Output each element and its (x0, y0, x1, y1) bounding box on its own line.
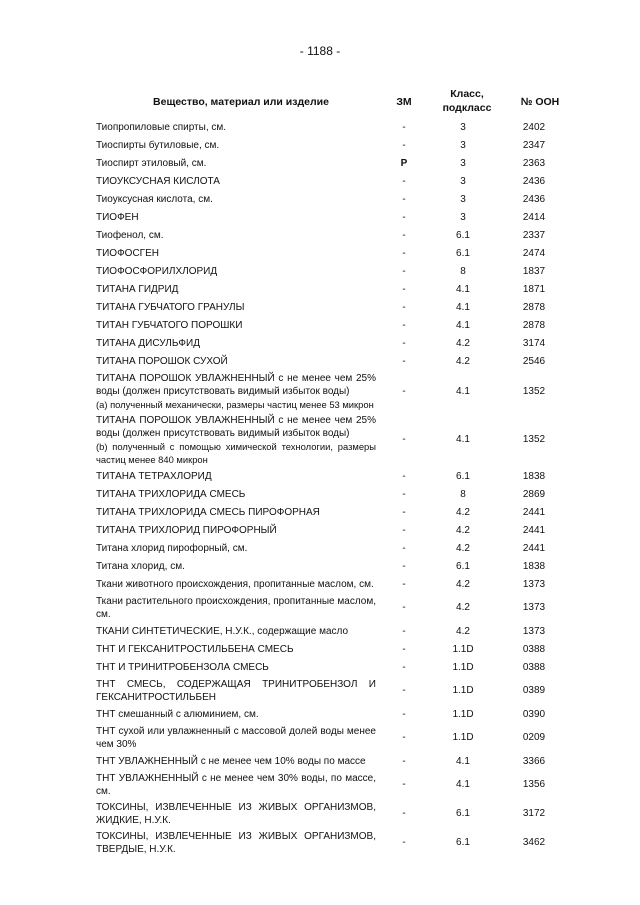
substance-name-line: Тиофенол, см. (96, 229, 164, 241)
substance-name (96, 755, 386, 768)
un-number: 2546 (522, 355, 546, 367)
table-row (96, 154, 570, 172)
page-number: - 1188 - (299, 44, 341, 58)
hazard-class: 4.2 (456, 355, 470, 367)
hazard-mark: - (402, 837, 406, 848)
hazard-mark: - (402, 121, 406, 133)
substance-name-line: Тиоуксусная кислота, см. (96, 193, 213, 205)
hazard-class: 4.2 (456, 625, 470, 637)
table-row (96, 723, 570, 752)
un-number: 3366 (522, 755, 546, 767)
substance-name (96, 193, 386, 206)
table-row (96, 575, 570, 593)
hazard-mark: - (402, 247, 406, 259)
hazard-mark: - (402, 175, 406, 187)
table-row (96, 172, 570, 190)
table-row (96, 136, 570, 154)
hazard-mark: - (402, 602, 406, 613)
hazard-class: 6.1 (456, 560, 470, 572)
un-number: 1352 (522, 434, 546, 445)
header-class: Класс, подкласс (442, 88, 492, 114)
substance-name-line: ТИОФОСГЕН (96, 247, 159, 259)
substance-name-line: ТОКСИНЫ, ИЗВЛЕЧЕННЫЕ ИЗ ЖИВЫХ ОРГАНИЗМОВ, ЖИДКИЕ, Н.У.К. (96, 801, 376, 826)
hazard-mark: - (402, 470, 406, 482)
un-number: 1373 (522, 578, 546, 590)
substance-name-line: ТИТАНА ПОРОШОК УВЛАЖНЕННЫЙ с не менее чем 25% воды (должен присутствовать видимый избыток воды) (96, 414, 376, 439)
substance-name-line: ТОКСИНЫ, ИЗВЛЕЧЕННЫЕ ИЗ ЖИВЫХ ОРГАНИЗМОВ, ТВЕРДЫЕ, Н.У.К. (96, 830, 376, 855)
un-number: 2869 (522, 488, 546, 500)
substance-name (96, 801, 386, 827)
substance-name-line: Тиоспирты бутиловые, см. (96, 139, 220, 151)
substance-name (96, 229, 386, 242)
un-number: 1837 (522, 265, 546, 277)
hazard-mark: - (402, 578, 406, 590)
hazard-class: 3 (460, 121, 466, 133)
hazard-class: 4.1 (456, 385, 470, 397)
hazard-class: 6.1 (456, 837, 470, 848)
table-row (96, 316, 570, 334)
hazard-class: 3 (460, 139, 466, 151)
substance-name (96, 625, 386, 638)
table-row (96, 226, 570, 244)
hazard-mark: - (402, 434, 406, 445)
table-row (96, 244, 570, 262)
substance-name-line: ТИТАНА ПОРОШОК УВЛАЖНЕННЫЙ с не менее чем 25% воды (должен присутствовать видимый избыток воды) (96, 372, 376, 397)
hazard-mark: - (402, 506, 406, 518)
hazard-mark: - (402, 524, 406, 536)
un-number: 3462 (522, 837, 546, 848)
hazard-mark: - (402, 542, 406, 554)
substance-name-line: ТИТАНА ГИДРИД (96, 283, 179, 295)
substance-name (96, 661, 386, 674)
substance-name-line: ТНТ смешанный с алюминием, см. (96, 708, 259, 720)
header-un-number: № ООН (520, 96, 560, 108)
hazard-class: 1.1D (452, 661, 474, 673)
substance-name (96, 337, 386, 350)
hazard-mark: - (402, 708, 406, 720)
substance-name-line: Тиоспирт этиловый, см. (96, 157, 207, 169)
hazard-class: 1.1D (452, 643, 474, 655)
substance-name-line: ТНТ сухой или увлажненный с массовой долей воды менее чем 30% (96, 725, 376, 750)
table-row (96, 799, 570, 828)
hazard-class: 4.1 (456, 283, 470, 295)
un-number: 2441 (522, 542, 546, 554)
substance-name-line: ТИТАНА ПОРОШОК СУХОЙ (96, 355, 228, 367)
hazard-class: 4.1 (456, 779, 470, 790)
un-number: 2474 (522, 247, 546, 259)
table-row (96, 412, 570, 467)
hazard-mark: - (402, 755, 406, 767)
un-number: 3174 (522, 337, 546, 349)
hazard-class: 8 (460, 488, 466, 500)
hazard-mark: - (402, 265, 406, 277)
hazard-class: 6.1 (456, 247, 470, 259)
hazard-class: 4.2 (456, 337, 470, 349)
substance-name-line: ТНТ СМЕСЬ, СОДЕРЖАЩАЯ ТРИНИТРОБЕНЗОЛ И ГЕКСАНИТРОСТИЛЬБЕН (96, 678, 376, 703)
hazard-class: 4.2 (456, 578, 470, 590)
hazard-mark: - (402, 808, 406, 819)
substance-name-line: ТИТАНА ТРИХЛОРИДА СМЕСЬ ПИРОФОРНАЯ (96, 506, 320, 518)
hazard-mark: - (402, 643, 406, 655)
hazard-class: 6.1 (456, 229, 470, 241)
substance-name-line: ТИТАНА ТРИХЛОРИДА СМЕСЬ (96, 488, 246, 500)
table-header (96, 87, 570, 117)
substance-name-line: ТНТ И ТРИНИТРОБЕНЗОЛА СМЕСЬ (96, 661, 269, 673)
substance-name (96, 708, 386, 721)
hazard-class: 4.2 (456, 542, 470, 554)
substance-name-line: ТНТ УВЛАЖНЕННЫЙ с не менее чем 30% воды, по массе, см. (96, 772, 376, 797)
hazard-mark: - (402, 139, 406, 151)
hazard-mark: - (402, 560, 406, 572)
un-number: 1373 (522, 602, 546, 613)
hazard-mark: - (402, 355, 406, 367)
un-number: 2441 (522, 524, 546, 536)
hazard-class: 3 (460, 193, 466, 205)
substance-name-line: ТИТАН ГУБЧАТОГО ПОРОШКИ (96, 319, 243, 331)
un-number: 2878 (522, 301, 546, 313)
table-row (96, 485, 570, 503)
substance-name (96, 157, 386, 170)
un-number: 0388 (522, 661, 546, 673)
substance-name-line: ТИОФОСФОРИЛХЛОРИД (96, 265, 218, 277)
table-row (96, 467, 570, 485)
substance-name (96, 772, 386, 798)
substance-name-line: ТИТАНА ТЕТРАХЛОРИД (96, 470, 212, 482)
substance-name (96, 319, 386, 332)
un-number: 0388 (522, 643, 546, 655)
header-zm: ЗМ (396, 96, 412, 108)
table-row (96, 280, 570, 298)
substance-name (96, 678, 386, 704)
substance-name (96, 470, 386, 483)
substance-name (96, 506, 386, 519)
table-row (96, 557, 570, 575)
un-number: 2402 (522, 121, 546, 133)
hazard-class: 1.1D (452, 708, 474, 720)
table-row (96, 828, 570, 857)
header-substance: Вещество, материал или изделие (153, 96, 329, 108)
substance-name (96, 595, 386, 621)
substance-name-line: ТИТАНА ДИСУЛЬФИД (96, 337, 200, 349)
un-number: 0389 (522, 685, 546, 696)
un-number: 1356 (522, 779, 546, 790)
hazard-mark: - (402, 319, 406, 331)
hazard-class: 6.1 (456, 470, 470, 482)
hazard-mark: - (402, 283, 406, 295)
table-row (96, 676, 570, 705)
substance-name (96, 247, 386, 260)
table-row (96, 262, 570, 280)
substance-name (96, 175, 386, 188)
un-number: 1871 (522, 283, 546, 295)
substance-name (96, 265, 386, 278)
substance-name (96, 355, 386, 368)
table-row (96, 118, 570, 136)
substance-name-line: ТИОФЕН (96, 211, 139, 223)
substance-name-note: (a) полученный механически, размеры частиц менее 53 микрон (96, 398, 374, 410)
substance-name-line: Титана хлорид, см. (96, 560, 185, 572)
substance-name (96, 725, 386, 751)
table-row (96, 752, 570, 770)
un-number: 0390 (522, 708, 546, 720)
hazard-mark: - (402, 229, 406, 241)
substance-name-line: Титана хлорид пирофорный, см. (96, 542, 248, 554)
un-number: 2441 (522, 506, 546, 518)
substance-name (96, 488, 386, 501)
hazard-mark: - (402, 211, 406, 223)
hazard-class: 4.1 (456, 434, 470, 445)
substance-name-line: Ткани животного происхождения, пропитанные маслом, см. (96, 578, 374, 590)
substance-name (96, 560, 386, 573)
un-number: 1838 (522, 560, 546, 572)
un-number: 2436 (522, 193, 546, 205)
un-number: 0209 (522, 732, 546, 743)
table-row (96, 539, 570, 557)
un-number: 1373 (522, 625, 546, 637)
table-row (96, 593, 570, 622)
hazard-class: 3 (460, 157, 466, 169)
substance-name-line: ТКАНИ СИНТЕТИЧЕСКИЕ, Н.У.К., содержащие масло (96, 625, 349, 637)
substance-name (96, 372, 386, 411)
hazard-mark: - (402, 661, 406, 673)
un-number: 2363 (522, 157, 546, 169)
table-row (96, 352, 570, 370)
hazard-mark: - (402, 732, 406, 743)
table-row (96, 503, 570, 521)
hazard-mark: - (402, 625, 406, 637)
hazard-class: 4.2 (456, 506, 470, 518)
un-number: 3172 (522, 808, 546, 819)
hazard-mark: - (402, 488, 406, 500)
table-row (96, 298, 570, 316)
substance-name (96, 121, 386, 134)
substance-name (96, 414, 386, 466)
hazard-class: 4.2 (456, 524, 470, 536)
hazard-mark: - (402, 685, 406, 696)
substance-name-line: ТНТ И ГЕКСАНИТРОСТИЛЬБЕНА СМЕСЬ (96, 643, 294, 655)
substance-name (96, 283, 386, 296)
hazard-mark: - (402, 337, 406, 349)
hazard-class: 3 (460, 175, 466, 187)
hazard-class: 4.1 (456, 319, 470, 331)
un-number: 1352 (522, 385, 546, 397)
substance-name (96, 524, 386, 537)
hazard-class: 4.1 (456, 755, 470, 767)
substance-name (96, 542, 386, 555)
substance-name-line: ТИТАНА ГУБЧАТОГО ГРАНУЛЫ (96, 301, 245, 313)
table-row (96, 705, 570, 723)
substance-name (96, 301, 386, 314)
substance-name (96, 643, 386, 656)
hazard-mark: - (402, 301, 406, 313)
table-row (96, 658, 570, 676)
hazard-class: 6.1 (456, 808, 470, 819)
hazard-class: 8 (460, 265, 466, 277)
substance-name-line: ТНТ УВЛАЖНЕННЫЙ с не менее чем 10% воды по массе (96, 755, 366, 767)
hazard-mark: - (402, 779, 406, 790)
un-number: 2414 (522, 211, 546, 223)
table-row (96, 521, 570, 539)
substance-name-line: Ткани растительного происхождения, пропитанные маслом, см. (96, 595, 376, 620)
substance-name (96, 830, 386, 856)
hazard-class: 4.1 (456, 301, 470, 313)
substance-name-line: ТИТАНА ТРИХЛОРИД ПИРОФОРНЫЙ (96, 524, 277, 536)
substance-name (96, 578, 386, 591)
un-number: 2878 (522, 319, 546, 331)
substance-name (96, 139, 386, 152)
substance-name-line: Тиопропиловые спирты, см. (96, 121, 227, 133)
hazard-mark: P (400, 157, 408, 169)
table-row (96, 190, 570, 208)
substance-name-note: (b) полученный с помощью химической технологии, размеры частиц менее 840 микрон (96, 440, 376, 465)
hazard-class: 4.2 (456, 602, 470, 613)
hazard-class: 3 (460, 211, 466, 223)
table-row (96, 370, 570, 412)
un-number: 1838 (522, 470, 546, 482)
table-row (96, 622, 570, 640)
substance-name-line: ТИОУКСУСНАЯ КИСЛОТА (96, 175, 220, 187)
substance-name (96, 211, 386, 224)
table-row (96, 770, 570, 799)
table-row (96, 334, 570, 352)
hazard-mark: - (402, 385, 406, 397)
hazard-class: 1.1D (452, 732, 474, 743)
un-number: 2337 (522, 229, 546, 241)
hazard-mark: - (402, 193, 406, 205)
un-number: 2436 (522, 175, 546, 187)
table-row (96, 208, 570, 226)
table-row (96, 640, 570, 658)
un-number: 2347 (522, 139, 546, 151)
substance-table (96, 118, 570, 857)
hazard-class: 1.1D (452, 685, 474, 696)
